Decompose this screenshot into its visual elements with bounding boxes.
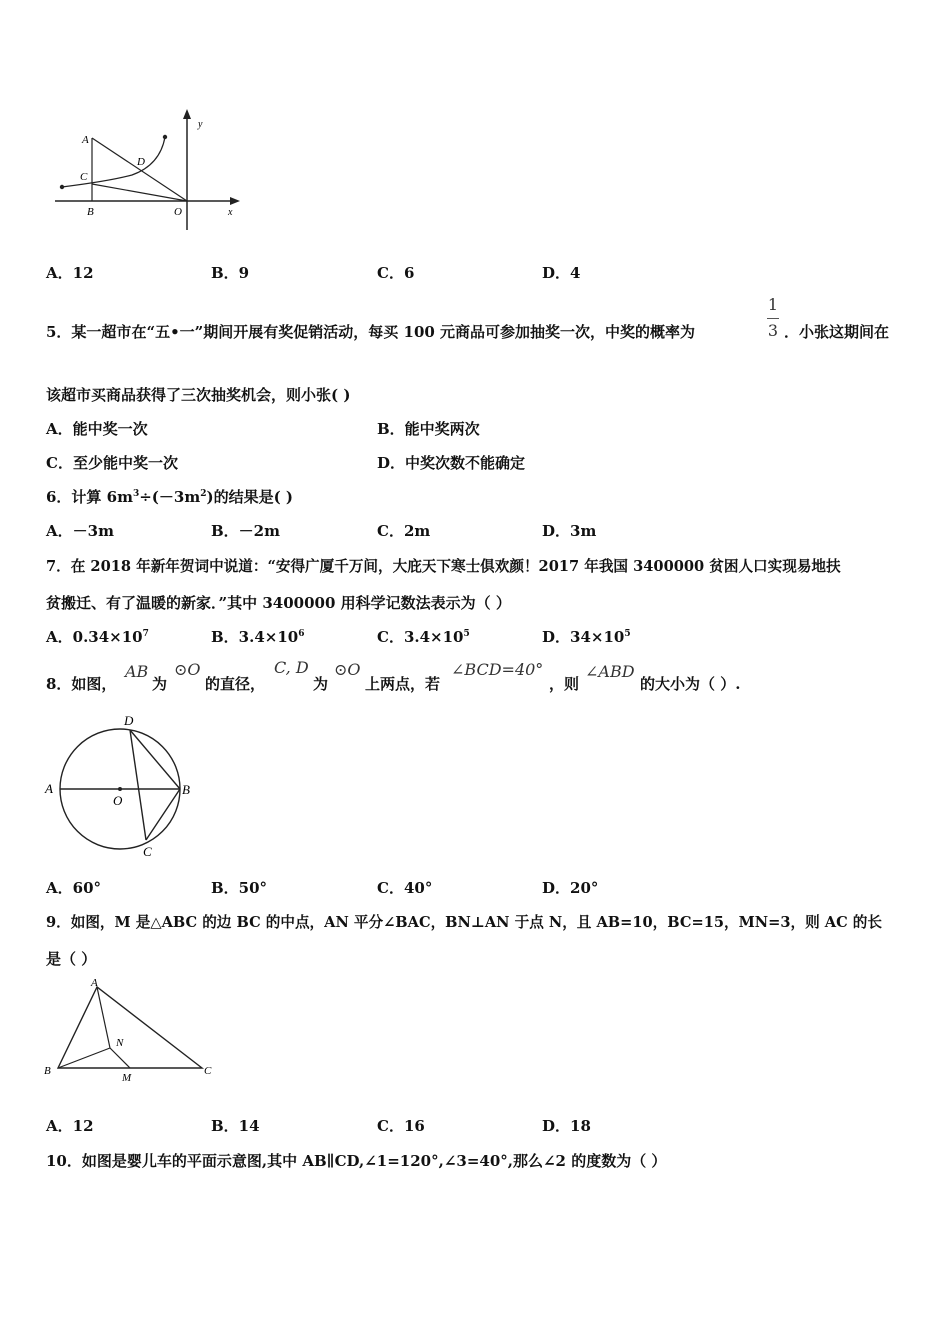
q8-text-1: 8．如图，	[46, 675, 117, 693]
q8-text-4: 为	[313, 675, 329, 693]
q9-option-d[interactable]: D．18	[542, 1117, 591, 1135]
label-a: A	[45, 781, 53, 796]
label-o: O	[174, 206, 182, 218]
q8-text-3: 的直径，	[205, 675, 266, 693]
q9-option-b[interactable]: B．14	[211, 1117, 260, 1135]
x-axis-arrow	[230, 197, 240, 205]
curve-end-left	[60, 185, 64, 189]
label-m: M	[122, 1072, 132, 1084]
q5-stem-line2: 该超市买商品获得了三次抽奖机会，则小张( )	[46, 386, 351, 404]
center-point	[118, 787, 122, 791]
q6-exponent-1: 3	[132, 489, 140, 499]
q5-fraction-bar	[767, 318, 779, 319]
q8-math-angle-bcd: ∠BCD=40°	[451, 660, 544, 679]
q8-option-d[interactable]: D．20°	[542, 879, 599, 897]
label-y: y	[198, 119, 203, 130]
label-o: O	[113, 793, 123, 808]
q8-text-5: 上两点，若	[365, 675, 441, 693]
q7-option-c-base: C．3.4×10	[377, 628, 464, 646]
q6-option-b[interactable]: B．－2m	[211, 522, 280, 540]
q4-option-c[interactable]: C．6	[377, 264, 415, 282]
label-c: C	[204, 1065, 212, 1077]
q5-option-d[interactable]: D．中奖次数不能确定	[377, 454, 526, 472]
q7-option-c[interactable]	[377, 626, 470, 647]
q8-option-a[interactable]: A．60°	[46, 879, 102, 897]
q7-option-a-base: A．0.34×10	[46, 628, 143, 646]
q7-option-a-exp: 7	[142, 629, 149, 639]
label-c: C	[143, 844, 152, 859]
curve-end-right	[163, 135, 167, 139]
q6-stem-prefix: 6．计算 6m	[46, 488, 133, 506]
q6-stem-mid: ÷(－3m	[139, 488, 201, 506]
hyperbola-curve	[62, 137, 165, 187]
q7-stem-line1: 7．在 2018 年新年贺词中说道：“安得广厦千万间，大庇天下寒士俱欢颜！2017 年我国 3400000 贫困人口实现易地扶	[46, 558, 841, 575]
label-d: D	[137, 156, 145, 168]
q5-fraction-denominator: 3	[767, 321, 779, 340]
q5-option-a[interactable]: A．能中奖一次	[46, 420, 148, 438]
q4-option-a[interactable]: A．12	[46, 264, 94, 282]
q6-stem-suffix: )的结果是( )	[206, 488, 293, 506]
q6-exponent-2: 2	[200, 489, 207, 499]
q10-stem-line1: 10．如图是婴儿车的平面示意图,其中 AB∥CD,∠1=120°,∠3=40°,那么∠2 的度数为（ ）	[46, 1152, 667, 1170]
q7-stem-line2: 贫搬迁、有了温暖的新家．”其中 3400000 用科学记数法表示为（ ）	[46, 594, 511, 612]
q8-option-b[interactable]: B．50°	[211, 879, 268, 897]
label-n: N	[116, 1037, 124, 1049]
q5-option-c[interactable]: C．至少能中奖一次	[46, 454, 178, 472]
q7-option-b[interactable]	[211, 626, 304, 647]
q8-math-cd: C, D	[274, 658, 309, 677]
q5-stem-line1-end: ．小张这期间在	[784, 323, 890, 341]
q4-option-b[interactable]: B．9	[211, 264, 250, 282]
q8-math-ab: AB	[125, 662, 149, 681]
q8-math-angle-abd: ∠ABD	[585, 662, 635, 681]
q9-stem-line1: 9．如图，M 是△ABC 的边 BC 的中点，AN 平分∠BAC，BN⊥AN 于点 N，且 AB=10，BC=15，MN=3，则 AC 的长	[46, 914, 882, 931]
q5-option-b[interactable]: B．能中奖两次	[377, 420, 480, 438]
label-a: A	[91, 977, 98, 989]
label-c: C	[80, 171, 88, 183]
triangle-abc	[58, 987, 202, 1068]
q4-option-d[interactable]: D．4	[542, 264, 581, 282]
q7-option-d-exp: 5	[624, 629, 631, 639]
label-a: A	[82, 134, 89, 146]
label-b: B	[182, 782, 190, 797]
q8-text-6: ，则	[549, 675, 580, 693]
q8-math-circle-o-2: ⊙O	[334, 660, 361, 679]
q7-option-d-base: D．34×10	[542, 628, 625, 646]
q7-option-b-exp: 6	[298, 629, 305, 639]
segment-ao	[92, 138, 187, 201]
q7-option-c-exp: 5	[463, 629, 470, 639]
q6-option-c[interactable]: C．2m	[377, 522, 431, 540]
q8-option-c[interactable]: C．40°	[377, 879, 433, 897]
q7-option-a[interactable]	[46, 626, 149, 647]
q6-option-d[interactable]: D．3m	[542, 522, 597, 540]
circle-figure-q8	[40, 705, 205, 865]
q6-stem	[46, 486, 293, 507]
q6-option-a[interactable]: A．－3m	[46, 522, 114, 540]
label-b: B	[87, 206, 94, 218]
coordinate-figure-q4	[50, 105, 250, 230]
q8-text-2: 为	[152, 675, 168, 693]
q9-option-a[interactable]: A．12	[46, 1117, 94, 1135]
label-d: D	[124, 713, 134, 728]
q7-option-b-base: B．3.4×10	[211, 628, 299, 646]
y-axis-arrow	[183, 109, 191, 119]
q9-option-c[interactable]: C．16	[377, 1117, 425, 1135]
q8-text-7: 的大小为（ ）.	[640, 675, 741, 693]
q7-option-d[interactable]	[542, 626, 631, 647]
q5-stem-line1: 5．某一超市在“五•一”期间开展有奖促销活动，每买 100 元商品可参加抽奖一次，中奖的概率为	[46, 323, 696, 341]
segment-co	[92, 184, 187, 201]
q8-math-circle-o-1: ⊙O	[174, 660, 201, 679]
label-x: x	[228, 207, 233, 218]
triangle-figure-q9	[40, 975, 220, 1090]
q9-stem-line2: 是（ ）	[46, 950, 97, 968]
segment-nm	[110, 1048, 130, 1068]
q5-fraction-numerator: 1	[767, 295, 779, 314]
label-b: B	[44, 1065, 51, 1077]
